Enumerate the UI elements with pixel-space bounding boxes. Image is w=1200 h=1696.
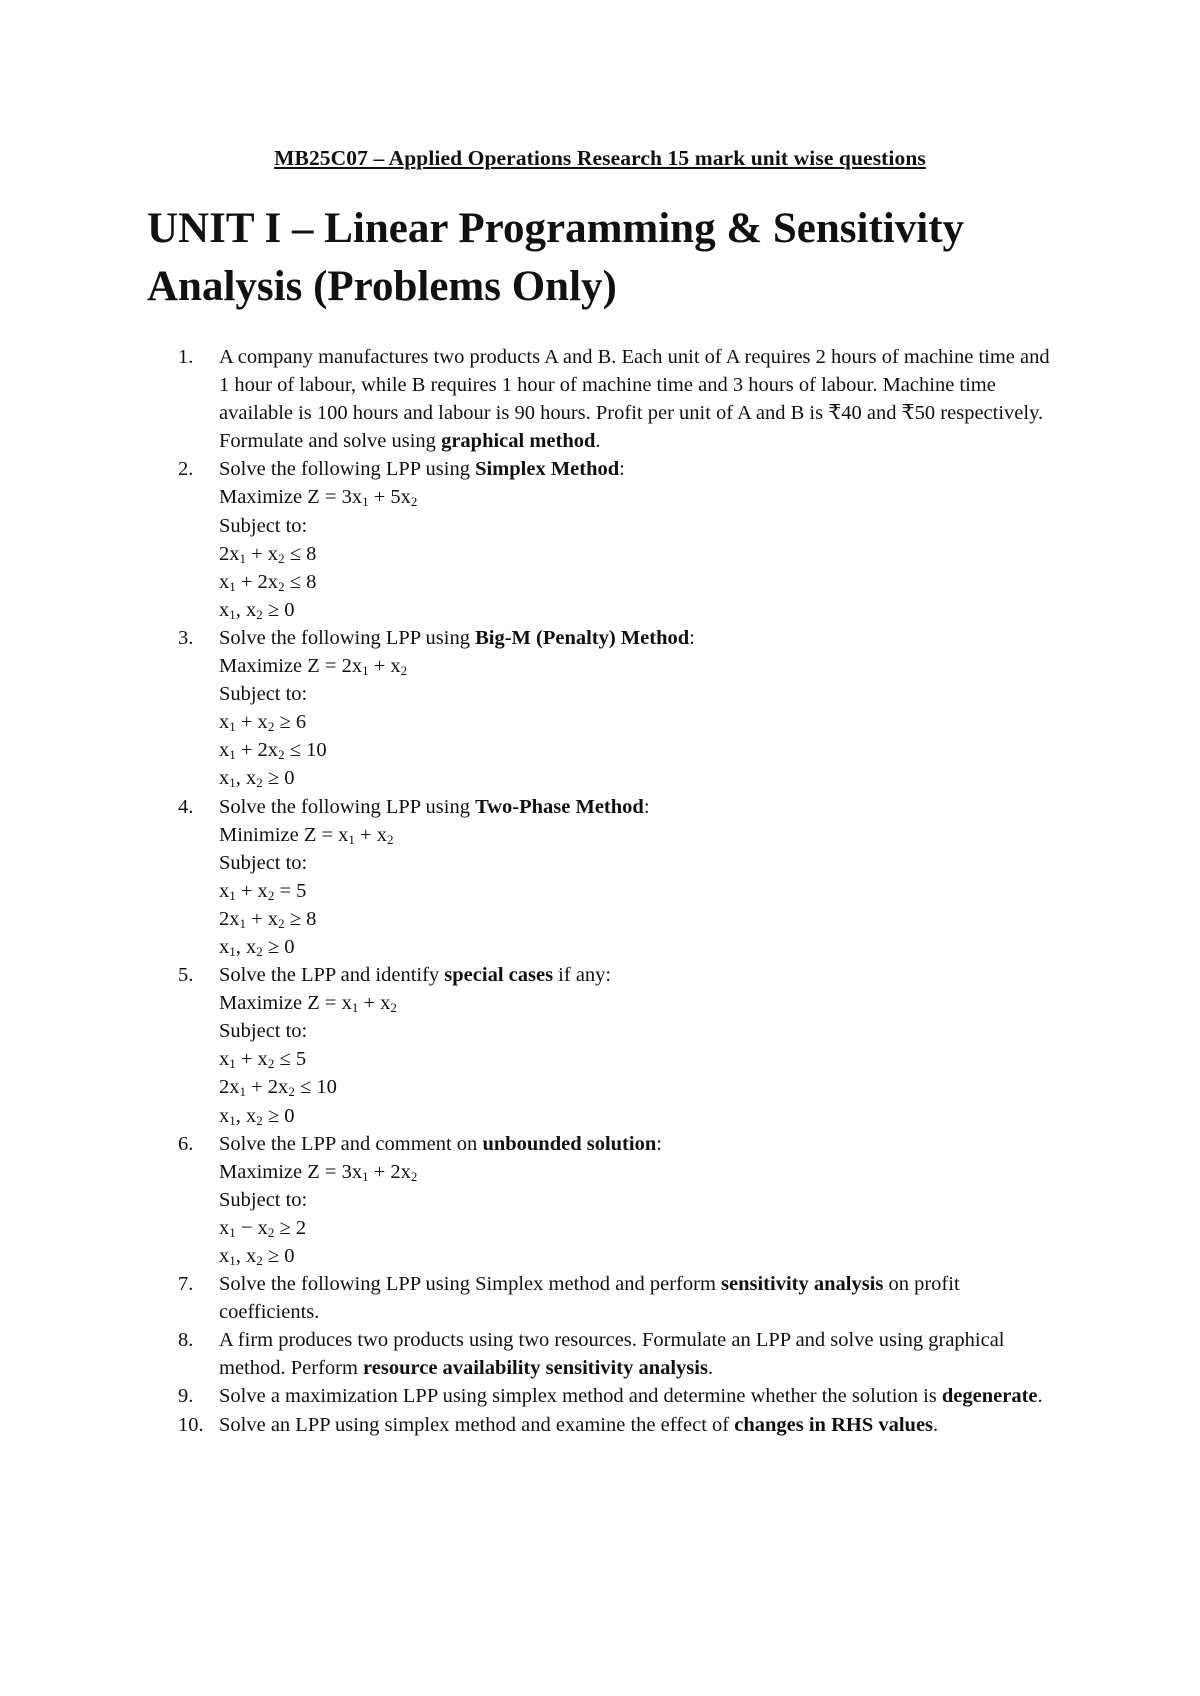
formulation-line bbox=[219, 1214, 1061, 1242]
formulation-line bbox=[219, 821, 1061, 849]
formulation-text: 2x bbox=[219, 542, 240, 565]
subscript: 2 bbox=[410, 494, 418, 510]
question-item bbox=[0, 793, 1061, 962]
question-emphasis: graphical method bbox=[441, 430, 596, 453]
formulation-text: , x bbox=[235, 935, 257, 958]
subscript: 1 bbox=[362, 494, 369, 510]
formulation-text: x bbox=[219, 598, 230, 621]
formulation-line bbox=[219, 1017, 1061, 1045]
formulation-text: x bbox=[219, 767, 230, 790]
question-text-segment: Solve the LPP and identify bbox=[219, 964, 445, 987]
formulation-text: − x bbox=[235, 1216, 268, 1239]
formulation-line bbox=[219, 652, 1061, 680]
question-number: 6. bbox=[178, 1132, 194, 1155]
question-item bbox=[0, 1270, 1061, 1326]
formulation-text: Subject to: bbox=[219, 1020, 308, 1043]
formulation-line bbox=[219, 483, 1061, 511]
question-text-segment: Solve an LPP using simplex method and examine the effect of bbox=[219, 1413, 735, 1436]
formulation-text: Maximize Z = 2x bbox=[219, 655, 363, 678]
subscript: 1 bbox=[362, 663, 369, 679]
formulation-line bbox=[219, 1102, 1061, 1130]
formulation-text: ≥ 0 bbox=[262, 598, 295, 621]
question-number: 4. bbox=[178, 795, 194, 818]
question-item bbox=[0, 1130, 1061, 1270]
formulation-text: + x bbox=[246, 542, 279, 565]
subscript: 2 bbox=[278, 550, 285, 566]
question-text-segment: . bbox=[707, 1357, 714, 1380]
formulation-text: ≥ 8 bbox=[284, 907, 317, 930]
formulation-text: Maximize Z = 3x bbox=[219, 486, 363, 509]
question-text-segment: Solve a maximization LPP using simplex method and determine whether the solution is bbox=[219, 1385, 942, 1408]
question-item bbox=[0, 1382, 1061, 1410]
formulation-text: x bbox=[219, 570, 230, 593]
question-item bbox=[0, 455, 1061, 624]
subscript: 2 bbox=[256, 1253, 263, 1268]
question-number: 10. bbox=[178, 1413, 204, 1436]
subscript: 1 bbox=[229, 1253, 236, 1268]
formulation-line bbox=[219, 1186, 1061, 1214]
formulation-line bbox=[219, 568, 1061, 596]
question-text bbox=[219, 1270, 1061, 1326]
question-text-segment: : bbox=[689, 626, 695, 649]
formulation-line bbox=[219, 905, 1061, 933]
subscript: 2 bbox=[386, 831, 394, 847]
subscript: 2 bbox=[267, 1056, 275, 1072]
formulation-line bbox=[219, 1158, 1061, 1186]
formulation-text: 2x bbox=[219, 907, 240, 930]
formulation-text: x bbox=[219, 711, 230, 734]
subscript: 1 bbox=[239, 550, 246, 566]
subscript: 2 bbox=[288, 1084, 295, 1100]
formulation-text: Maximize Z = x bbox=[219, 992, 352, 1015]
formulation-text: ≤ 8 bbox=[284, 570, 317, 593]
formulation-text: = 5 bbox=[274, 879, 307, 902]
question-item bbox=[0, 961, 1061, 1130]
question-text bbox=[219, 1411, 1061, 1439]
formulation-text: ≤ 10 bbox=[294, 1076, 337, 1099]
question-number: 7. bbox=[178, 1273, 194, 1296]
subscript: 1 bbox=[229, 775, 236, 791]
formulation-text: ≤ 10 bbox=[284, 739, 327, 762]
question-text bbox=[219, 1382, 1061, 1410]
question-emphasis: Two-Phase Method bbox=[475, 795, 644, 818]
question-text bbox=[219, 343, 1061, 455]
document-subtitle: MB25C07 – Applied Operations Research 15 mark unit wise questions bbox=[274, 146, 926, 170]
formulation-text: , x bbox=[235, 598, 257, 621]
subscript: 1 bbox=[239, 1084, 246, 1100]
question-item bbox=[0, 343, 1061, 455]
formulation-text: + x bbox=[235, 879, 268, 902]
unit-heading: UNIT I – Linear Programming & Sensitivity Analysis (Problems Only) bbox=[147, 205, 965, 310]
subscript: 1 bbox=[351, 1000, 359, 1016]
question-item bbox=[0, 1326, 1061, 1382]
formulation-text: ≥ 0 bbox=[262, 1245, 295, 1267]
formulation-text: x bbox=[219, 935, 230, 958]
subscript: 2 bbox=[390, 1000, 397, 1016]
subscript: 1 bbox=[229, 578, 236, 594]
formulation-text: Subject to: bbox=[219, 514, 308, 537]
formulation-text: 2x bbox=[219, 1076, 240, 1099]
subscript: 2 bbox=[267, 1224, 275, 1240]
question-text-segment: : bbox=[656, 1132, 662, 1155]
question-emphasis: Simplex Method bbox=[475, 458, 620, 481]
question-emphasis: degenerate bbox=[941, 1385, 1038, 1408]
formulation-text: + 2x bbox=[368, 1160, 411, 1183]
formulation-text: Subject to: bbox=[219, 851, 308, 874]
formulation-line bbox=[219, 764, 1061, 792]
question-text bbox=[219, 455, 1061, 483]
question-text bbox=[219, 961, 1061, 989]
formulation-text: , x bbox=[235, 767, 257, 790]
formulation-text: + x bbox=[246, 907, 279, 930]
formulation-line bbox=[219, 680, 1061, 708]
formulation-line bbox=[219, 708, 1061, 736]
question-emphasis: Big-M (Penalty) Method bbox=[475, 626, 690, 649]
question-text bbox=[219, 793, 1061, 821]
question-number: 3. bbox=[178, 626, 194, 649]
question-text-segment: A company manufactures two products A and B. Each unit of A requires 2 hours of machine time and 1 hour of labour, while B requires 1 hour of machine time and 3 hours of labour. Machine time available is 100 hours and labour is 90 hours. Profit per unit of A and B is ₹40 and ₹50 respectively. Formulate and solve using bbox=[219, 346, 1050, 453]
subscript: 1 bbox=[229, 1112, 236, 1128]
subscript: 2 bbox=[256, 1112, 263, 1128]
formulation-text: + 2x bbox=[246, 1076, 289, 1099]
subscript: 2 bbox=[278, 915, 285, 931]
question-text bbox=[219, 1130, 1061, 1158]
question-text-segment: Solve the following LPP using bbox=[219, 795, 476, 818]
question-text-segment: Solve the following LPP using bbox=[219, 458, 476, 481]
question-text-segment: Solve the following LPP using bbox=[219, 626, 476, 649]
formulation-line bbox=[219, 849, 1061, 877]
formulation-text: , x bbox=[235, 1104, 257, 1127]
question-text-segment: on profit coefficients. bbox=[219, 1273, 960, 1324]
subscript: 1 bbox=[229, 606, 236, 622]
formulation-text: ≥ 0 bbox=[262, 935, 295, 958]
question-text-segment: if any: bbox=[553, 964, 612, 987]
formulation-line bbox=[219, 512, 1061, 540]
subscript: 1 bbox=[229, 747, 236, 763]
formulation-text: ≤ 5 bbox=[274, 1048, 307, 1071]
subscript: 2 bbox=[256, 775, 263, 791]
subscript: 2 bbox=[256, 606, 263, 622]
subscript: 1 bbox=[229, 943, 236, 959]
formulation-text: + 2x bbox=[235, 739, 279, 762]
question-emphasis: changes in RHS values bbox=[734, 1413, 934, 1436]
question-item bbox=[0, 624, 1061, 793]
question-emphasis: special cases bbox=[444, 964, 554, 987]
formulation-line bbox=[219, 1045, 1061, 1073]
formulation-text: ≥ 0 bbox=[262, 767, 295, 790]
formulation-text: + x bbox=[235, 711, 268, 734]
formulation-text: , x bbox=[235, 1245, 257, 1267]
subscript: 1 bbox=[229, 719, 236, 735]
subscript: 2 bbox=[410, 1168, 418, 1184]
formulation-line bbox=[219, 877, 1061, 905]
formulation-line bbox=[219, 1073, 1061, 1101]
question-number: 1. bbox=[178, 346, 194, 368]
subscript: 1 bbox=[229, 887, 236, 903]
formulation-line bbox=[219, 1242, 1061, 1270]
formulation-text: x bbox=[219, 1048, 230, 1071]
question-item bbox=[0, 1411, 1061, 1439]
subscript: 2 bbox=[267, 719, 275, 735]
question-number: 2. bbox=[178, 458, 194, 481]
formulation-text: + 5x bbox=[368, 486, 411, 509]
formulation-text: Minimize Z = x bbox=[219, 823, 349, 846]
subscript: 1 bbox=[229, 1056, 236, 1072]
formulation-text: + x bbox=[358, 992, 391, 1015]
formulation-text: ≥ 6 bbox=[274, 711, 307, 734]
formulation-line bbox=[219, 540, 1061, 568]
formulation-text: ≥ 0 bbox=[262, 1104, 295, 1127]
formulation-text: x bbox=[219, 879, 230, 902]
subscript: 1 bbox=[239, 915, 246, 931]
formulation-text: + x bbox=[368, 655, 401, 678]
question-text-segment: . bbox=[1037, 1385, 1043, 1408]
formulation-line bbox=[219, 989, 1061, 1017]
formulation-line bbox=[219, 596, 1061, 624]
subscript: 1 bbox=[362, 1168, 369, 1184]
formulation-line bbox=[219, 933, 1061, 961]
question-number: 5. bbox=[178, 964, 194, 987]
question-emphasis: sensitivity analysis bbox=[721, 1273, 884, 1296]
formulation-text: + 2x bbox=[235, 570, 279, 593]
question-text-segment: Solve the following LPP using Simplex method and perform bbox=[219, 1273, 722, 1296]
question-emphasis: unbounded solution bbox=[482, 1132, 657, 1155]
question-number: 9. bbox=[178, 1385, 194, 1408]
subscript: 2 bbox=[278, 578, 285, 594]
formulation-text: ≥ 2 bbox=[274, 1216, 307, 1239]
question-text-segment: . bbox=[933, 1413, 939, 1436]
formulation-text: Subject to: bbox=[219, 1188, 308, 1211]
subscript: 1 bbox=[229, 1224, 236, 1240]
question-text-segment: Solve the LPP and comment on bbox=[219, 1132, 483, 1155]
question-text-segment: : bbox=[643, 795, 650, 818]
question-text bbox=[219, 1326, 1061, 1382]
formulation-text: ≤ 8 bbox=[284, 542, 317, 565]
question-number: 8. bbox=[178, 1329, 194, 1352]
subscript: 2 bbox=[278, 747, 285, 763]
formulation-text: x bbox=[219, 739, 230, 762]
question-text-segment: A firm produces two products using two resources. Formulate an LPP and solve using graphical method. Perform bbox=[219, 1329, 1005, 1380]
formulation-text: + x bbox=[354, 823, 387, 846]
formulation-text: Maximize Z = 3x bbox=[219, 1160, 363, 1183]
formulation-line bbox=[219, 736, 1061, 764]
question-list bbox=[0, 343, 1200, 1439]
question-text-segment: : bbox=[619, 458, 625, 481]
question-text bbox=[219, 624, 1061, 652]
question-text-segment: . bbox=[595, 430, 601, 453]
subscript: 2 bbox=[400, 663, 408, 679]
subscript: 1 bbox=[348, 831, 355, 847]
subscript: 2 bbox=[267, 887, 275, 903]
question-emphasis: resource availability sensitivity analysis bbox=[363, 1357, 708, 1380]
formulation-text: x bbox=[219, 1245, 230, 1267]
formulation-text: x bbox=[219, 1104, 230, 1127]
formulation-text: x bbox=[219, 1216, 230, 1239]
formulation-text: Subject to: bbox=[219, 683, 308, 706]
subscript: 2 bbox=[256, 943, 263, 959]
formulation-text: + x bbox=[235, 1048, 268, 1071]
